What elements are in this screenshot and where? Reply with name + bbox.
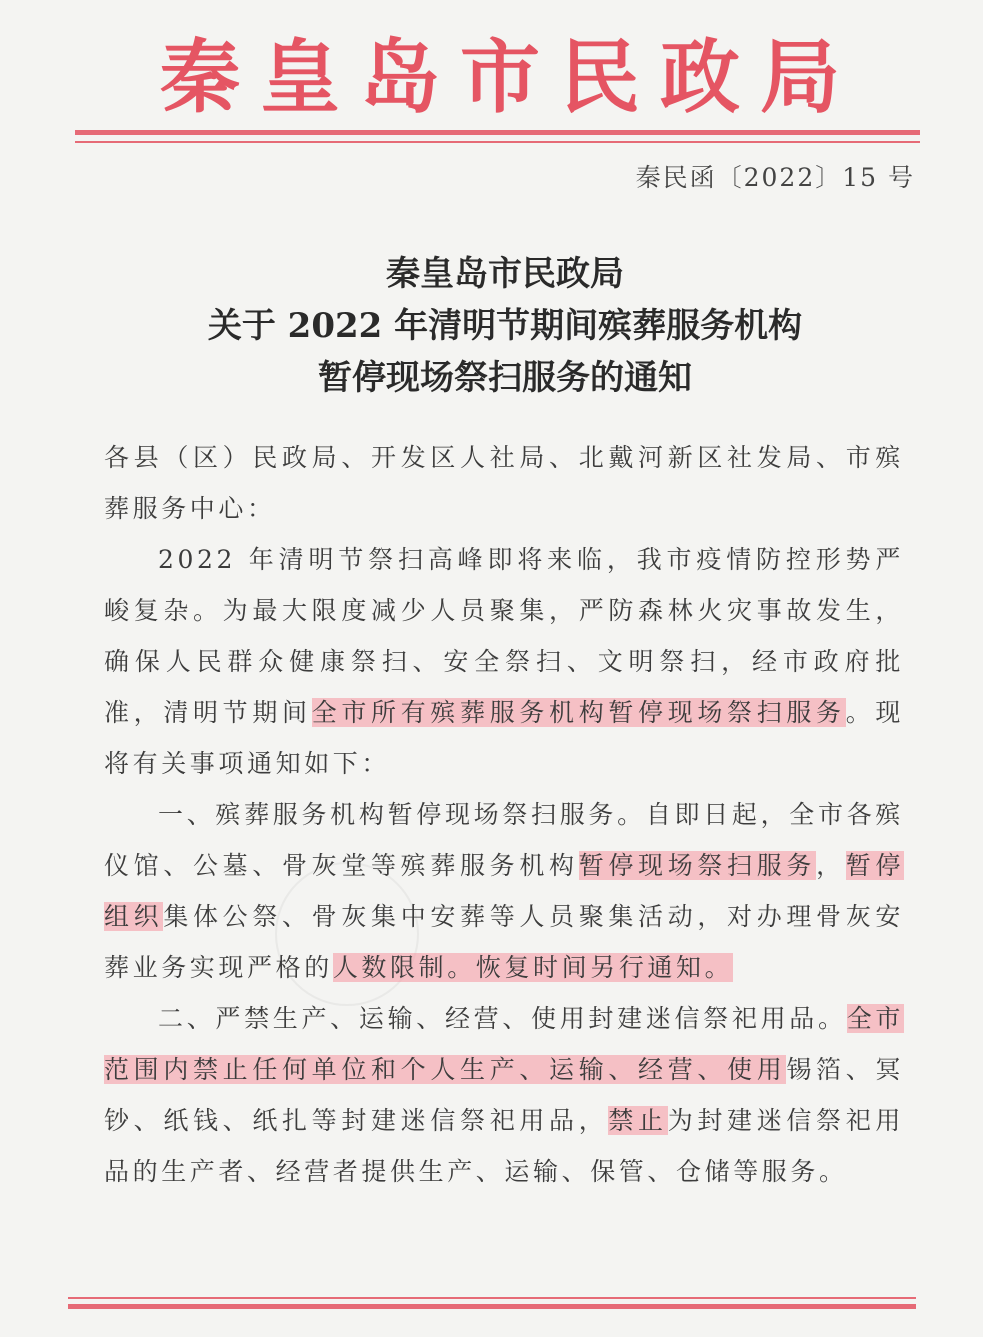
intro-paragraph (104, 534, 904, 789)
intro-highlight: 全市所有殡葬服务机构暂停现场祭扫服务 (311, 698, 846, 727)
section-2-text-2: 为封建迷信祭祀用品的生产者、经营者提供生产、运输、保管、仓储等服务。 (104, 1106, 904, 1186)
section-2-highlight-1: 全市范围内禁止任何单位和个人生产、运输、经营、使用 (104, 1004, 904, 1084)
document-number: 秦民函〔2022〕15 号 (635, 163, 915, 192)
section-2-highlight-2: 禁止 (608, 1106, 668, 1135)
section-2-paragraph (104, 993, 904, 1197)
section-1-highlight-3: 人数限制。恢复时间另行通知。 (332, 953, 734, 982)
title-line-2: 关于 2022 年清明节期间殡葬服务机构 (207, 306, 803, 346)
notice-body (104, 432, 904, 1197)
letterhead-title: 秦皇岛市民政局 (160, 31, 860, 124)
section-1-highlight-1: 暂停现场祭扫服务 (578, 851, 817, 880)
notice-title (100, 248, 910, 404)
section-1-text-2: ， (816, 851, 846, 880)
intro-text-2: 。现将有关事项通知如下： (104, 698, 905, 778)
section-1-text-3: 集体公祭、骨灰集中安葬等人员聚集活动，对办理骨灰安葬业务实现严格的 (104, 902, 904, 982)
header-rule-thin (75, 141, 920, 143)
section-1-highlight-2: 暂停组织 (104, 851, 905, 931)
footer-rule-thin (68, 1297, 916, 1299)
footer-rule-thick (68, 1304, 916, 1309)
addressee: 各县（区）民政局、开发区人社局、北戴河新区社发局、市殡葬服务中心： (104, 443, 904, 523)
section-1-text-1: 自即日起，全市各殡仪馆、公墓、骨灰堂等殡葬服务机构 (104, 800, 904, 880)
title-line-1: 秦皇岛市民政局 (386, 254, 624, 294)
intro-text-1: 2022 年清明节祭扫高峰即将来临，我市疫情防控形势严峻复杂。为最大限度减少人员聚集，严防森林火灾事故发生，确保人民群众健康祭扫、安全祭扫、文明祭扫，经市政府批准，清明节期间 (104, 545, 904, 727)
section-2-text-1: 锡箔、冥钞、纸钱、纸扎等封建迷信祭祀用品， (104, 1055, 904, 1135)
section-2-heading: 二、严禁生产、运输、经营、使用封建迷信祭祀用品。 (158, 1004, 847, 1033)
section-1-paragraph (104, 789, 904, 993)
header-rule-thick (75, 130, 920, 135)
section-1-heading: 一、殡葬服务机构暂停现场祭扫服务。 (158, 800, 646, 829)
title-line-3: 暂停现场祭扫服务的通知 (318, 358, 692, 398)
